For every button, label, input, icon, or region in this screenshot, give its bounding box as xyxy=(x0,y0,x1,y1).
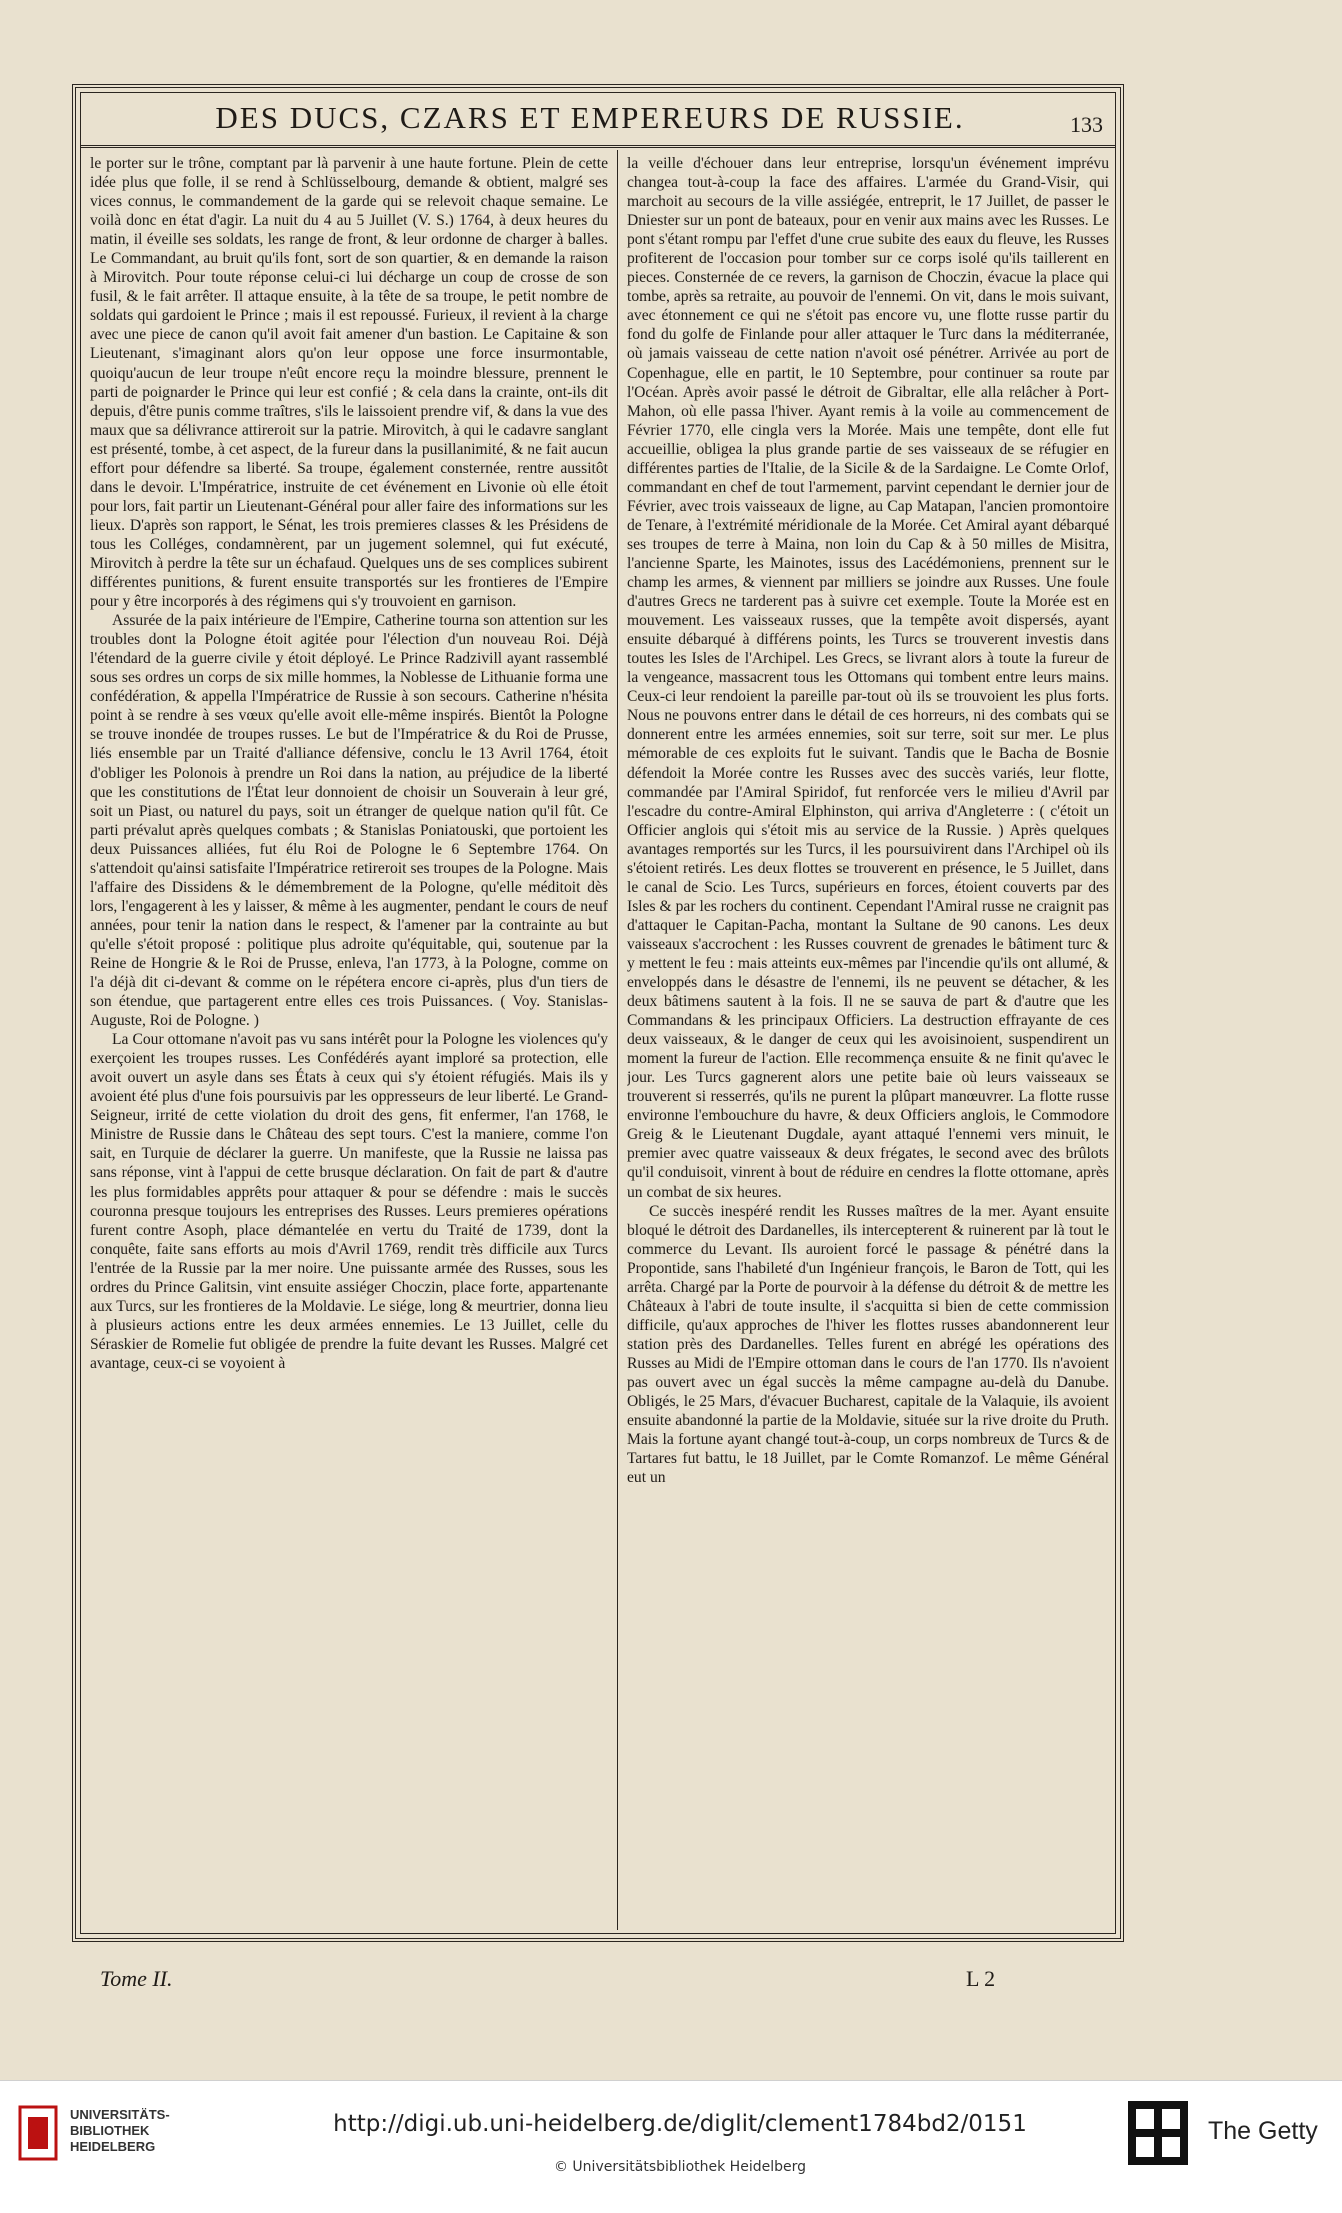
gathering-signature: L 2 xyxy=(966,1966,996,1991)
paragraph: Ce succès inespéré rendit les Russes maîtres de la mer. Ayant ensuite bloqué le détroit des Dardanelles, ils intercepterent & ruinerent par là tout le commerce du Levant. Ils auroient forcé le passage & pénétré dans la Propontide, sans l'habileté d'un Ingénieur françois, le Baron de Tott, qui les arrêta. Chargé par la Porte de pourvoir à la défense du détroit & de mettre les Châteaux à l'abri de toute insulte, il s'acquitta si bien de cette commission difficile, qu'aux approches de l'hiver les flottes russes abandonnerent leur station près des Dardanelles. Telles furent en abrégé les opérations des Russes au Midi de l'Empire ottoman dans le cours de l'an 1770. Ils n'avoient pas ouvert avec un égal succès la même campagne au-delà du Danube. Obligés, le 25 Mars, d'évacuer Bucharest, capitale de la Valaquie, ils avoient ensuite abandonné la partie de la Moldavie, située sur la rive droite du Pruth. Mais la fortune ayant changé tout-à-coup, un corps nombreux de Turcs & de Tartares fut battu, le 18 Juillet, par le Comte Romanzof. Le même Général eut un xyxy=(627,1202,1109,1487)
copyright-notice: © Universitätsbibliothek Heidelberg xyxy=(553,2159,806,2175)
viewer-footer xyxy=(0,2080,1342,2213)
university-seal-icon xyxy=(16,2103,60,2163)
volume-signature: Tome II. xyxy=(100,1966,173,1991)
paragraph: La Cour ottomane n'avoit pas vu sans intérêt pour la Pologne les violences qu'y exerçoient les troupes russes. Les Confédérés ayant imploré sa protection, elle avoit ouvert un asyle dans ses États à ceux qui s'y étoient réfugiés. Mais ils y avoient été plus d'une fois poursuivis par les oppresseurs de leur liberté. Le Grand-Seigneur, irrité de cette violation du droit des gens, fit enfermer, l'an 1768, le Ministre de Russie dans le Château des sept tours. C'est la maniere, comme l'on sait, en Turquie de déclarer la guerre. Un manifeste, que la Russie ne laissa pas sans réponse, vint à l'appui de cette brusque déclaration. On fait de part & d'autre les plus formidables apprêts pour attaquer & pour se défendre : mais le succès couronna presque toujours les entreprises des Russes. Leurs premieres opérations furent contre Asoph, place démantelée en vertu du Traité de 1739, dont la conquête, faite sans efforts au mois d'Avril 1769, rendit très difficile aux Turcs l'entrée de la Russie par la mer noire. Une puissante armée des Russes, sous les ordres du Prince Galitsin, vint ensuite assiéger Choczin, place forte, appartenante aux Turcs, sur les frontieres de la Moldavie. Le siége, long & meurtrier, donna lieu à plusieurs actions entre les deux armées ennemies. Le 13 Juillet, celle du Séraskier de Romelie fut obligée de prendre la fuite devant les Russes. Malgré cet avantage, ceux-ci se voyoient à xyxy=(90,1031,608,1372)
right-column xyxy=(627,154,1109,1924)
page-number: 133 xyxy=(1070,112,1103,137)
partner-name: The Getty xyxy=(1208,2117,1318,2145)
paragraph: le porter sur le trône, comptant par là parvenir à une haute fortune. Plein de cette idée plus que folle, il se rend à Schlüsselbourg, demande & obtient, malgré ses vices connus, le commandement de la garde qui se relevoit chaque semaine. Le voilà donc en état d'agir. La nuit du 4 au 5 Juillet (V. S.) 1764, à deux heures du matin, il éveille ses soldats, les range de front, & leur ordonne de charger à balles. Le Commandant, au bruit qu'ils font, sort de son quartier, & en demande la raison à Mirovitch. Pour toute réponse celui-ci lui décharge un coup de crosse de son fusil, & le fait arrêter. Il attaque ensuite, à la tête de sa troupe, le petit nombre de soldats qui gardoient le Prince ; mais il est repoussé. Furieux, il revient à la charge avec une piece de canon qu'il avoit fait amener d'un bastion. Le Capitaine & son Lieutenant, s'imaginant alors qu'on leur oppose une force insurmontable, quoiqu'aucun de leur troupe n'eût encore reçu la moindre blessure, prennent le parti de poignarder le Prince qui leur est confié ; & cela dans la crainte, ont-ils dit depuis, d'être punis comme traîtres, s'ils le laissoient prendre vif, & dans la vue des maux que sa délivrance attireroit sur la patrie. Mirovitch, à qui le cadavre sanglant est présenté, tombe, à cet aspect, de la fureur dans la pusillanimité, & ne fait aucun effort pour défendre sa liberté. Sa troupe, également consternée, rentre aussitôt dans le devoir. L'Impératrice, instruite de cet événement en Livonie où elle étoit pour lors, fait partir un Lieutenant-Général pour aller faire des informations sur les lieux. D'après son rapport, le Sénat, les trois premieres classes & les Présidens de tous les Colléges, condamnèrent, par un jugement solemnel, qui fut exécuté, Mirovitch à perdre la tête sur un échafaud. Quelques uns de ses complices subirent différentes punitions, & furent ensuite transportés sur les frontieres de l'Empire pour y être incorporés à des régimens qui s'y trouvoient en garnison. xyxy=(90,155,608,611)
column-divider xyxy=(617,150,618,1930)
document-url-link[interactable]: http://digi.ub.uni-heidelberg.de/diglit/clement1784bd2/0151 xyxy=(333,2111,1027,2137)
paragraph: la veille d'échouer dans leur entreprise, lorsqu'un événement imprévu changea tout-à-coup la face des affaires. L'armée du Grand-Visir, qui marchoit au secours de la ville assiégée, entreprit, le 17 Juillet, de passer le Dniester sur un pont de bateaux, pour en venir aux mains avec les Russes. Le pont s'étant rompu par l'effet d'une crue subite des eaux du fleuve, les Russes profiterent de l'occasion pour tomber sur ce corps isolé qu'ils taillerent en pieces. Consternée de ce revers, la garnison de Choczin, évacue la place qui tombe, après sa retraite, au pouvoir de l'ennemi. On vit, dans le mois suivant, avec étonnement ce qui ne s'étoit pas encore vu, une flotte russe partir du fond du golfe de Finlande pour aller attaquer le Turc dans la méditerranée, où jamais vaisseau de cette nation n'avoit osé pénétrer. Arrivée au port de Copenhague, elle en partit, le 10 Septembre, pour continuer sa route par l'Océan. Après avoir passé le détroit de Gibraltar, elle alla relâcher à Port-Mahon, où elle passa l'hiver. Ayant remis à la voile au commencement de Février 1770, elle cingla vers la Morée. Mais une tempête, dont elle fut accueillie, obligea la plus grande partie de ses vaisseaux de se réfugier en différentes parties de l'Italie, de la Sicile & de la Sardaigne. Le Comte Orlof, commandant en chef de tout l'armement, parvint cependant le dernier jour de Février, avec trois vaisseaux de ligne, au Cap Matapan, l'ancien promontoire de Tenare, à l'extrémité méridionale de la Morée. Cet Amiral ayant débarqué ses troupes de terre à Maina, non loin du Cap & à 50 milles de Misitra, l'ancienne Sparte, les Mainotes, issus des Lacédémoniens, prennent sur le champ les armes, & viennent par milliers se joindre aux Russes. Une foule d'autres Grecs ne tarderent pas à suivre cet exemple. Toute la Morée est en mouvement. Les vaisseaux russes, que la tempête avoit dispersés, ayant ensuite débarqué à différens points, les Turcs se trouverent investis dans toutes les Isles de l'Archipel. Les Grecs, se livrant alors à toute la fureur de la vengeance, massacrent tous les Ottomans qui tombent entre leurs mains. Ceux-ci leur rendoient la pareille par-tout où ils se trouvoient les plus forts. Nous ne pouvons entrer dans le détail de ces horreurs, ni des combats qui se donnerent entre les armées ennemies, soit sur terre, soit sur mer. Le plus mémorable de ces exploits fut le suivant. Tandis que le Bacha de Bosnie défendoit la Morée contre les Russes avec des succès variés, leur flotte, commandée par l'Amiral Spiridof, fut renforcée vers le milieu d'Avril par l'escadre du contre-Amiral Elphinston, qui arriva d'Angleterre : ( c'étoit un Officier anglois qui s'étoit mis au service de la Russie. ) Après quelques avantages remportés sur les Turcs, il les poursuivirent dans l'Archipel où ils s'étoient retirés. Les deux flottes se trouverent en présence, le 5 Juillet, dans le canal de Scio. Les Turcs, supérieurs en forces, étoient couverts par des Isles & par les rochers du continent. Cependant l'Amiral russe ne craignit pas d'attaquer le Capitan-Pacha, montant la Sultane de 90 canons. Les deux vaisseaux s'accrochent : les Russes couvrent de grenades le bâtiment turc & y mettent le feu : mais atteints eux-mêmes par l'incendie qu'ils ont allumé, & enveloppés dans le désastre de l'ennemi, ils ne peuvent se détacher, & les deux bâtimens sautent à la fois. Il ne se sauva de part & d'autre que les Commandans & les principaux Officiers. La destruction effrayante de ces deux vaisseaux, & le danger de ceux qui les avoisinoient, suspendirent un moment la fureur de l'action. Elle recommença ensuite & ne finit qu'avec le jour. Les Turcs gagnerent alors une petite baie où leurs vaisseaux se trouverent si resserrés, qu'ils ne purent la plûpart manœuvrer. La flotte russe environne l'embouchure du havre, & deux Officiers anglois, le Commodore Greig & le Lieutenant Dugdale, ayant attaqué l'ennemi vers minuit, le premier avec quatre vaisseaux & deux frégates, le second avec des brûlots qu'il conduisoit, vinrent à bout de réduire en cendres la flotte ottomane, après un combat de six heures. xyxy=(627,155,1109,1201)
left-column xyxy=(90,154,608,1924)
running-head: DES DUCS, CZARS ET EMPEREURS DE RUSSIE. xyxy=(215,100,965,135)
paragraph: Assurée de la paix intérieure de l'Empire, Catherine tourna son attention sur les troubles dont la Pologne étoit agitée pour l'élection d'un nouveau Roi. Déjà l'étendard de la guerre civile y étoit déployé. Le Prince Radzivill ayant rassemblé sous ses ordres un corps de six mille hommes, la Noblesse de Lithuanie forma une confédération, & appella l'Impératrice de Russie à son secours. Catherine n'hésita point à se rendre à ses vœux qu'elle avoit elle-même inspirés. Bientôt la Pologne se trouve inondée de troupes russes. Le but de l'Impératrice & du Roi de Prusse, liés ensemble par un Traité d'alliance défensive, conclu le 13 Avril 1764, étoit d'obliger les Polonois à prendre un Roi dans la nation, au préjudice de la liberté que les constitutions de l'État leur donnoient de choisir un Souverain à leur gré, soit un Piast, ou naturel du pays, soit un étranger de quelque nation qu'il fût. Ce parti prévalut après quelques combats ; & Stanislas Poniatouski, que portoient les deux Puissances alliées, fut élu Roi de Pologne le 6 Septembre 1764. On s'attendoit qu'ainsi satisfaite l'Impératrice retireroit ses troupes de la Pologne. Mais l'affaire des Dissidens & le démembrement de la Pologne, qu'elle méditoit dès lors, l'engagerent à les y laisser, & même à les augmenter, pendant le cours de neuf années, pour tenir la nation dans le respect, & l'amener par la contrainte au but qu'elle s'étoit proposé : politique plus adroite qu'équitable, qui, soutenue par la Reine de Hongrie & le Roi de Prusse, enleva, l'an 1773, à la Pologne, comme on l'a déjà dit ci-devant & comme on le répétera encore ci-après, plus d'un tiers de son étendue, que partagerent entre elles ces trois Puissances. ( Voy. Stanislas-Auguste, Roi de Pologne. ) xyxy=(90,612,608,1030)
library-logo-text: UNIVERSITÄTS- BIBLIOTHEK HEIDELBERG xyxy=(70,2107,170,2154)
getty-logo-icon xyxy=(1128,2101,1188,2165)
header-rule xyxy=(80,145,1116,148)
